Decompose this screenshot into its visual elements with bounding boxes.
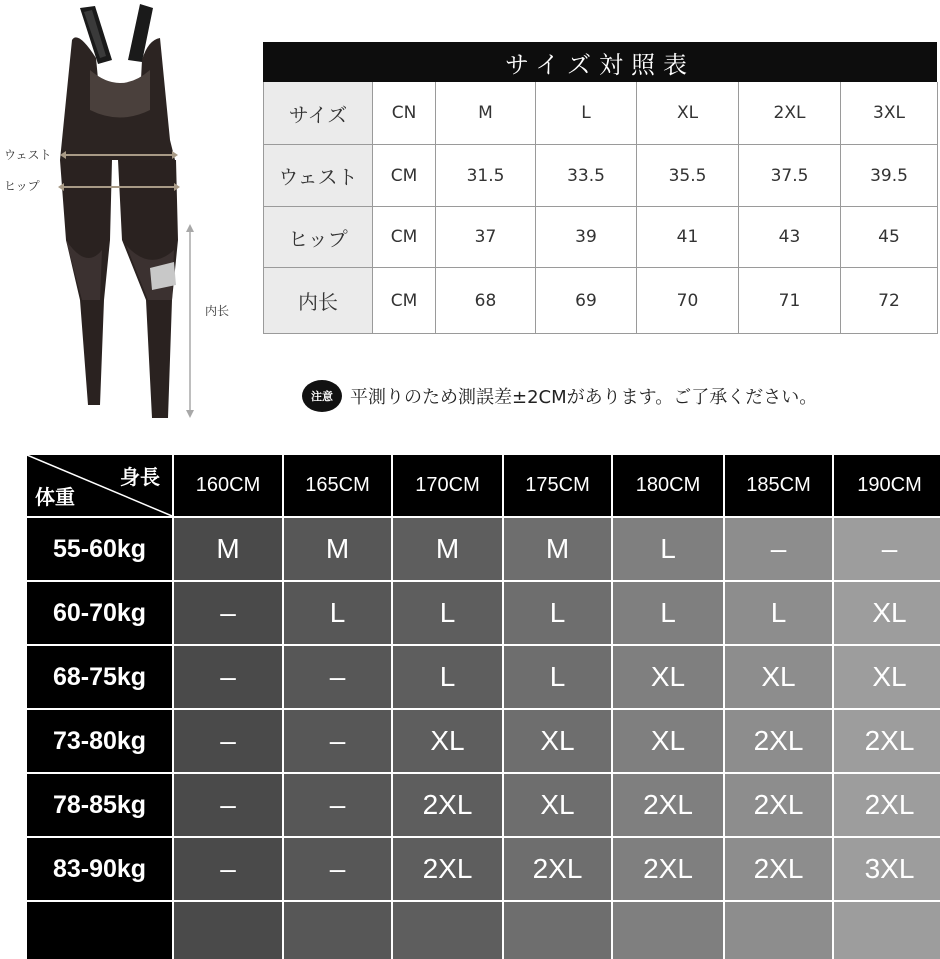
header-cell: 3XL xyxy=(841,82,938,145)
header-cell: CN xyxy=(373,82,436,145)
blank-cell xyxy=(393,902,502,959)
table-cell: CM xyxy=(373,207,436,268)
size-cell: 2XL xyxy=(613,774,723,836)
header-cell: 2XL xyxy=(739,82,841,145)
table-cell: 45 xyxy=(841,207,938,268)
size-cell: – xyxy=(284,646,391,708)
note-text: 平測りのため測誤差±2CMがあります。ご了承ください。 xyxy=(350,387,818,408)
weight-row-label: 55-60kg xyxy=(27,518,172,580)
size-cell: XL xyxy=(834,646,940,708)
row-label-waist: ウェスト xyxy=(264,145,373,207)
height-header: 180CM xyxy=(613,455,723,516)
size-cell: XL xyxy=(504,710,611,772)
table-cell: 37 xyxy=(436,207,536,268)
size-cell: 2XL xyxy=(834,774,940,836)
table-cell: 68 xyxy=(436,268,536,334)
table-cell: 70 xyxy=(637,268,739,334)
size-recommendation-table xyxy=(27,455,939,959)
weight-row-label: 60-70kg xyxy=(27,582,172,644)
size-cell: – xyxy=(284,710,391,772)
size-chart-grid xyxy=(263,82,937,334)
size-cell: M xyxy=(284,518,391,580)
size-cell: M xyxy=(393,518,502,580)
height-header: 170CM xyxy=(393,455,502,516)
size-cell: L xyxy=(393,582,502,644)
size-cell: – xyxy=(174,774,282,836)
blank-cell xyxy=(725,902,832,959)
table-cell: 43 xyxy=(739,207,841,268)
waist-label: ウェスト xyxy=(4,148,52,162)
header-cell: L xyxy=(536,82,637,145)
weight-row-label: 83-90kg xyxy=(27,838,172,900)
row-label-inseam: 内长 xyxy=(264,268,373,334)
weight-axis-label: 体重 xyxy=(35,487,75,509)
size-cell: L xyxy=(504,582,611,644)
weight-row-label: 68-75kg xyxy=(27,646,172,708)
size-cell: L xyxy=(613,518,723,580)
table-cell: 71 xyxy=(739,268,841,334)
table-cell: 72 xyxy=(841,268,938,334)
blank-cell xyxy=(613,902,723,959)
size-cell: – xyxy=(174,646,282,708)
height-header: 190CM xyxy=(834,455,940,516)
blank-cell xyxy=(284,902,391,959)
size-chart-title: サイズ対照表 xyxy=(263,42,937,82)
size-cell: XL xyxy=(725,646,832,708)
size-cell: XL xyxy=(393,710,502,772)
size-cell: – xyxy=(174,582,282,644)
size-cell: – xyxy=(284,838,391,900)
height-header: 165CM xyxy=(284,455,391,516)
size-cell: – xyxy=(174,710,282,772)
size-cell: XL xyxy=(834,582,940,644)
header-cell: サイズ xyxy=(264,82,373,145)
blank-cell xyxy=(504,902,611,959)
row-label-hip: ヒップ xyxy=(264,207,373,268)
size-cell: 2XL xyxy=(393,838,502,900)
weight-row-label: 78-85kg xyxy=(27,774,172,836)
note-badge: 注意 xyxy=(302,380,342,412)
table-cell: 39 xyxy=(536,207,637,268)
hip-label: ヒップ xyxy=(4,179,40,193)
table-cell: 69 xyxy=(536,268,637,334)
height-header: 175CM xyxy=(504,455,611,516)
size-cell: 2XL xyxy=(725,774,832,836)
size-cell: XL xyxy=(504,774,611,836)
height-header: 160CM xyxy=(174,455,282,516)
size-cell: 2XL xyxy=(393,774,502,836)
height-header: 185CM xyxy=(725,455,832,516)
size-cell: L xyxy=(504,646,611,708)
weight-row-label: 73-80kg xyxy=(27,710,172,772)
size-cell: – xyxy=(284,774,391,836)
bib-tights-image xyxy=(0,0,240,425)
product-illustration xyxy=(0,0,240,425)
table-cell: 37.5 xyxy=(739,145,841,207)
table-cell: CM xyxy=(373,145,436,207)
size-cell: 2XL xyxy=(504,838,611,900)
size-cell: 2XL xyxy=(725,838,832,900)
inseam-label: 内长 xyxy=(205,304,230,318)
corner-header xyxy=(27,455,172,516)
size-cell: – xyxy=(725,518,832,580)
size-cell: XL xyxy=(613,646,723,708)
size-cell: – xyxy=(174,838,282,900)
header-cell: XL xyxy=(637,82,739,145)
size-cell: M xyxy=(504,518,611,580)
size-chart-table xyxy=(263,42,937,334)
size-cell: 2XL xyxy=(834,710,940,772)
recommendation-grid xyxy=(27,455,939,959)
size-cell: M xyxy=(174,518,282,580)
table-cell: CM xyxy=(373,268,436,334)
height-axis-label: 身長 xyxy=(120,467,160,489)
size-cell: 3XL xyxy=(834,838,940,900)
blank-cell xyxy=(174,902,282,959)
table-cell: 33.5 xyxy=(536,145,637,207)
size-cell: – xyxy=(834,518,940,580)
size-cell: L xyxy=(393,646,502,708)
size-cell: 2XL xyxy=(613,838,723,900)
table-cell: 35.5 xyxy=(637,145,739,207)
blank-cell xyxy=(834,902,940,959)
measurement-note xyxy=(302,380,817,412)
table-cell: 39.5 xyxy=(841,145,938,207)
size-cell: L xyxy=(284,582,391,644)
header-cell: M xyxy=(436,82,536,145)
size-cell: XL xyxy=(613,710,723,772)
blank-row-label xyxy=(27,902,172,959)
table-cell: 41 xyxy=(637,207,739,268)
size-cell: L xyxy=(725,582,832,644)
table-cell: 31.5 xyxy=(436,145,536,207)
size-cell: 2XL xyxy=(725,710,832,772)
size-cell: L xyxy=(613,582,723,644)
